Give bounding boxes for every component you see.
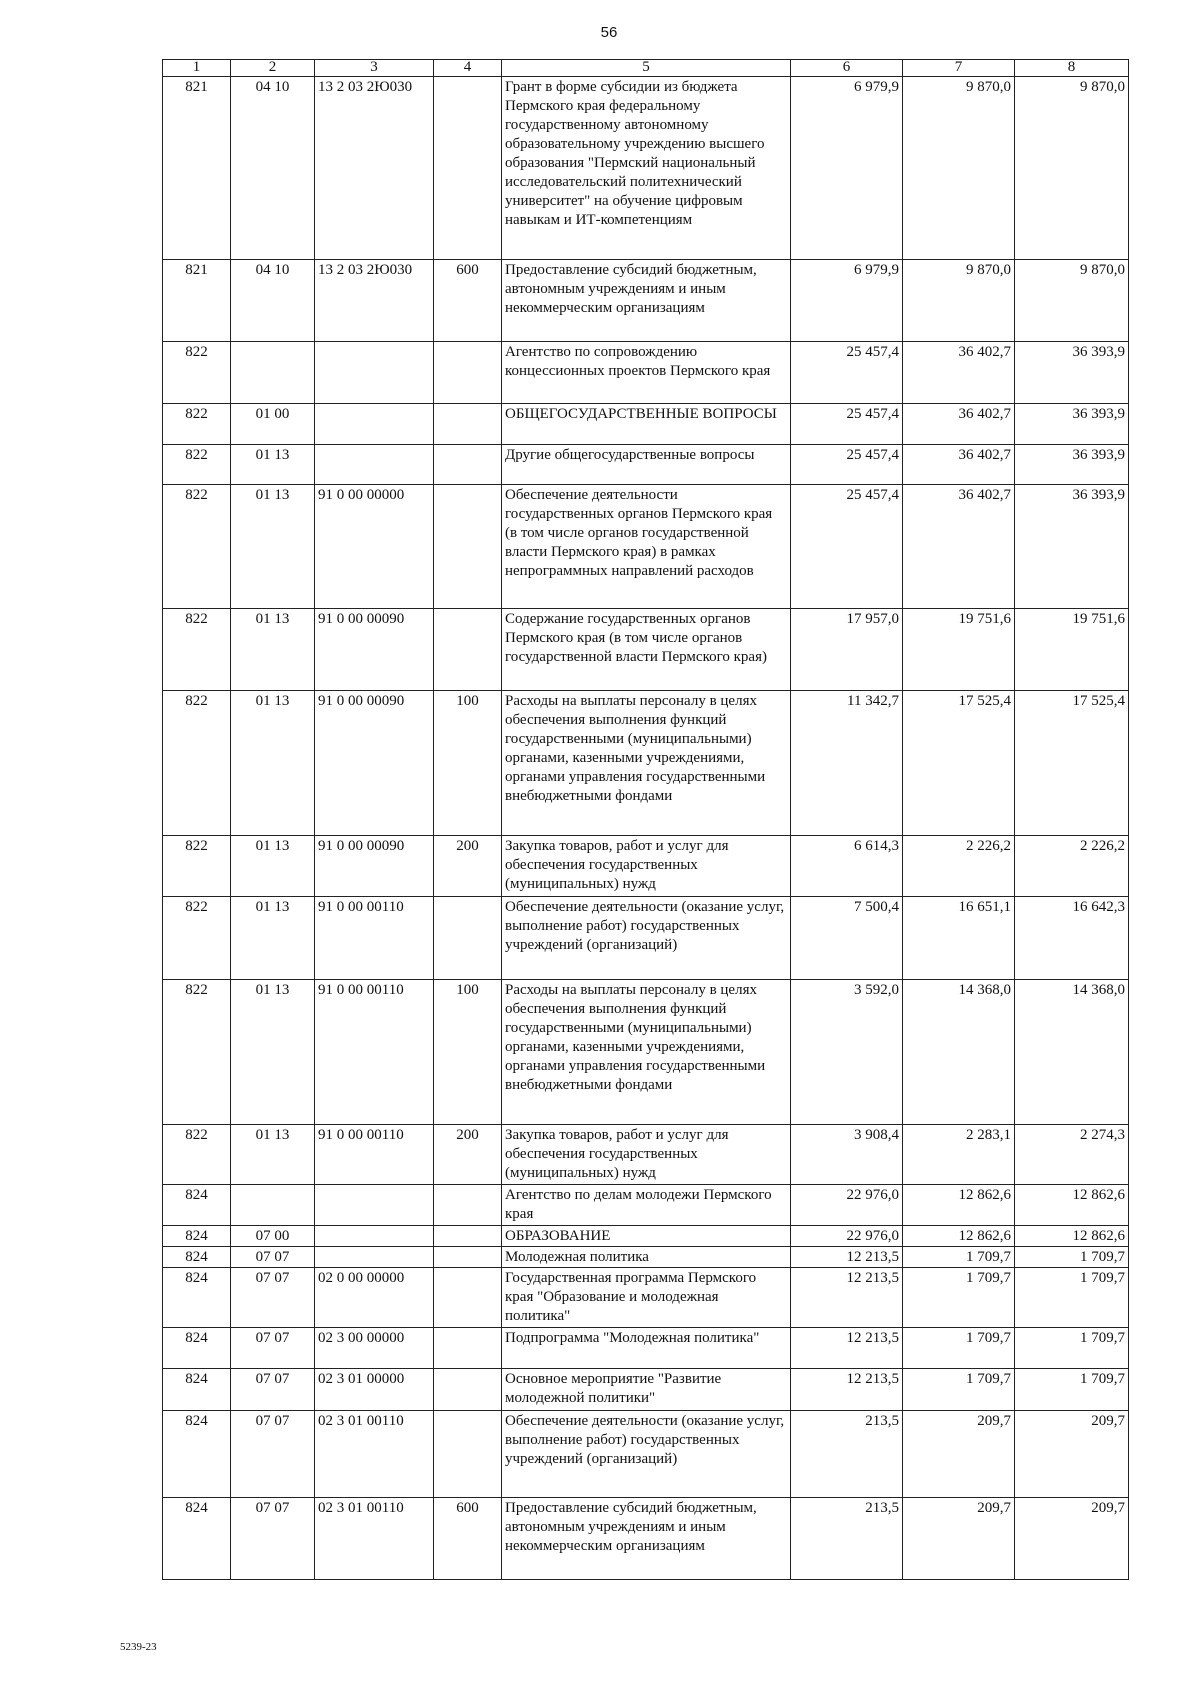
document-code: 5239-23	[120, 1641, 157, 1653]
cell-expense-type	[434, 342, 502, 404]
cell-amount-col6: 22 976,0	[791, 1226, 903, 1247]
cell-expense-type: 600	[434, 1498, 502, 1580]
cell-amount-col6: 25 457,4	[791, 342, 903, 404]
cell-ministry-code: 824	[163, 1185, 231, 1226]
cell-amount-col8: 9 870,0	[1015, 77, 1129, 260]
column-header: 2	[231, 60, 315, 77]
cell-amount-col7: 1 709,7	[903, 1247, 1015, 1268]
cell-description: Грант в форме субсидии из бюджета Пермского края федеральному государственному автономному образовательному учреждению высшего образования "Пермский национальный исследовательский политехнический университет" на обучение цифровым навыкам и ИТ-компетенциям	[502, 77, 791, 260]
cell-section-code: 07 07	[231, 1268, 315, 1328]
column-header: 5	[502, 60, 791, 77]
cell-amount-col6: 25 457,4	[791, 485, 903, 609]
cell-ministry-code: 822	[163, 1125, 231, 1185]
cell-target-code: 13 2 03 2Ю030	[315, 260, 434, 342]
cell-amount-col6: 17 957,0	[791, 609, 903, 691]
cell-ministry-code: 822	[163, 980, 231, 1125]
cell-amount-col7: 17 525,4	[903, 691, 1015, 836]
cell-expense-type	[434, 897, 502, 980]
column-header: 8	[1015, 60, 1129, 77]
cell-description: Подпрограмма "Молодежная политика"	[502, 1328, 791, 1369]
cell-section-code: 07 07	[231, 1247, 315, 1268]
cell-amount-col7: 12 862,6	[903, 1226, 1015, 1247]
cell-description: ОБЩЕГОСУДАРСТВЕННЫЕ ВОПРОСЫ	[502, 404, 791, 445]
cell-description: Агентство по сопровождению концессионных проектов Пермского края	[502, 342, 791, 404]
table-row	[163, 1247, 1129, 1268]
cell-section-code: 01 13	[231, 1125, 315, 1185]
cell-amount-col7: 1 709,7	[903, 1328, 1015, 1369]
cell-expense-type	[434, 485, 502, 609]
cell-ministry-code: 824	[163, 1328, 231, 1369]
cell-ministry-code: 822	[163, 342, 231, 404]
table-row	[163, 1226, 1129, 1247]
cell-amount-col8: 14 368,0	[1015, 980, 1129, 1125]
cell-description: Расходы на выплаты персоналу в целях обеспечения выполнения функций государственными (муниципальными) органами, казенными учреждениями, органами управления государственными внебюджетными фондами	[502, 980, 791, 1125]
cell-amount-col8: 19 751,6	[1015, 609, 1129, 691]
cell-amount-col8: 36 393,9	[1015, 342, 1129, 404]
cell-amount-col8: 9 870,0	[1015, 260, 1129, 342]
page-number: 56	[600, 24, 618, 41]
table-row	[163, 1411, 1129, 1498]
table-row	[163, 609, 1129, 691]
cell-ministry-code: 822	[163, 404, 231, 445]
table-row	[163, 404, 1129, 445]
cell-target-code: 91 0 00 00110	[315, 897, 434, 980]
cell-amount-col7: 1 709,7	[903, 1268, 1015, 1328]
cell-expense-type: 600	[434, 260, 502, 342]
cell-section-code: 07 07	[231, 1411, 315, 1498]
cell-ministry-code: 824	[163, 1226, 231, 1247]
cell-amount-col7: 2 226,2	[903, 836, 1015, 897]
cell-target-code: 13 2 03 2Ю030	[315, 77, 434, 260]
cell-target-code: 91 0 00 00110	[315, 1125, 434, 1185]
cell-amount-col8: 209,7	[1015, 1411, 1129, 1498]
cell-target-code: 91 0 00 00090	[315, 836, 434, 897]
cell-amount-col7: 9 870,0	[903, 77, 1015, 260]
cell-amount-col6: 7 500,4	[791, 897, 903, 980]
cell-amount-col8: 36 393,9	[1015, 404, 1129, 445]
cell-expense-type: 100	[434, 691, 502, 836]
cell-amount-col8: 36 393,9	[1015, 485, 1129, 609]
cell-amount-col8: 1 709,7	[1015, 1247, 1129, 1268]
cell-section-code: 07 07	[231, 1498, 315, 1580]
cell-expense-type	[434, 445, 502, 485]
table-row	[163, 1498, 1129, 1580]
cell-amount-col6: 12 213,5	[791, 1247, 903, 1268]
column-header: 3	[315, 60, 434, 77]
cell-amount-col8: 12 862,6	[1015, 1185, 1129, 1226]
cell-target-code	[315, 404, 434, 445]
cell-target-code	[315, 445, 434, 485]
cell-amount-col6: 213,5	[791, 1411, 903, 1498]
cell-expense-type	[434, 1328, 502, 1369]
cell-amount-col8: 1 709,7	[1015, 1328, 1129, 1369]
cell-expense-type: 200	[434, 836, 502, 897]
cell-description: Агентство по делам молодежи Пермского края	[502, 1185, 791, 1226]
cell-target-code	[315, 1185, 434, 1226]
cell-expense-type	[434, 404, 502, 445]
cell-amount-col6: 25 457,4	[791, 445, 903, 485]
cell-expense-type	[434, 609, 502, 691]
cell-expense-type	[434, 1369, 502, 1411]
cell-amount-col6: 6 614,3	[791, 836, 903, 897]
cell-description: Основное мероприятие "Развитие молодежной политики"	[502, 1369, 791, 1411]
cell-amount-col7: 19 751,6	[903, 609, 1015, 691]
cell-ministry-code: 824	[163, 1411, 231, 1498]
cell-amount-col7: 209,7	[903, 1411, 1015, 1498]
cell-amount-col6: 3 908,4	[791, 1125, 903, 1185]
cell-amount-col7: 36 402,7	[903, 445, 1015, 485]
cell-ministry-code: 822	[163, 445, 231, 485]
cell-target-code: 02 0 00 00000	[315, 1268, 434, 1328]
cell-amount-col8: 1 709,7	[1015, 1268, 1129, 1328]
cell-target-code: 91 0 00 00090	[315, 609, 434, 691]
cell-section-code: 07 07	[231, 1328, 315, 1369]
cell-target-code: 91 0 00 00090	[315, 691, 434, 836]
table-row	[163, 1268, 1129, 1328]
cell-section-code	[231, 1185, 315, 1226]
cell-section-code: 01 13	[231, 485, 315, 609]
budget-table	[162, 59, 1129, 1580]
cell-section-code: 04 10	[231, 77, 315, 260]
cell-amount-col8: 2 226,2	[1015, 836, 1129, 897]
column-header: 7	[903, 60, 1015, 77]
cell-amount-col6: 3 592,0	[791, 980, 903, 1125]
cell-ministry-code: 824	[163, 1498, 231, 1580]
column-header: 1	[163, 60, 231, 77]
cell-amount-col6: 12 213,5	[791, 1369, 903, 1411]
column-header: 6	[791, 60, 903, 77]
cell-ministry-code: 824	[163, 1247, 231, 1268]
cell-section-code: 01 13	[231, 445, 315, 485]
cell-target-code	[315, 342, 434, 404]
cell-target-code: 91 0 00 00110	[315, 980, 434, 1125]
cell-target-code: 02 3 01 00110	[315, 1498, 434, 1580]
table-row	[163, 260, 1129, 342]
cell-description: Другие общегосударственные вопросы	[502, 445, 791, 485]
cell-amount-col6: 12 213,5	[791, 1328, 903, 1369]
table-row	[163, 897, 1129, 980]
cell-amount-col8: 2 274,3	[1015, 1125, 1129, 1185]
cell-target-code	[315, 1247, 434, 1268]
table-row	[163, 342, 1129, 404]
cell-description: Молодежная политика	[502, 1247, 791, 1268]
table-row	[163, 836, 1129, 897]
cell-description: Предоставление субсидий бюджетным, автономным учреждениям и иным некоммерческим организациям	[502, 1498, 791, 1580]
cell-ministry-code: 824	[163, 1268, 231, 1328]
header-row	[163, 60, 1129, 77]
cell-expense-type	[434, 1411, 502, 1498]
cell-amount-col6: 12 213,5	[791, 1268, 903, 1328]
cell-ministry-code: 821	[163, 77, 231, 260]
cell-expense-type	[434, 1247, 502, 1268]
cell-amount-col6: 6 979,9	[791, 77, 903, 260]
cell-section-code: 01 13	[231, 980, 315, 1125]
table-row	[163, 980, 1129, 1125]
cell-section-code: 01 00	[231, 404, 315, 445]
cell-amount-col8: 36 393,9	[1015, 445, 1129, 485]
cell-description: Закупка товаров, работ и услуг для обеспечения государственных (муниципальных) нужд	[502, 836, 791, 897]
cell-ministry-code: 824	[163, 1369, 231, 1411]
cell-amount-col7: 1 709,7	[903, 1369, 1015, 1411]
cell-expense-type	[434, 1185, 502, 1226]
cell-amount-col8: 1 709,7	[1015, 1369, 1129, 1411]
cell-description: Содержание государственных органов Пермского края (в том числе органов государственной власти Пермского края)	[502, 609, 791, 691]
cell-ministry-code: 822	[163, 836, 231, 897]
cell-amount-col7: 9 870,0	[903, 260, 1015, 342]
cell-section-code: 07 00	[231, 1226, 315, 1247]
cell-target-code: 02 3 01 00000	[315, 1369, 434, 1411]
cell-section-code: 01 13	[231, 897, 315, 980]
cell-section-code	[231, 342, 315, 404]
cell-description: ОБРАЗОВАНИЕ	[502, 1226, 791, 1247]
cell-amount-col7: 209,7	[903, 1498, 1015, 1580]
cell-amount-col6: 25 457,4	[791, 404, 903, 445]
table-row	[163, 1185, 1129, 1226]
cell-ministry-code: 821	[163, 260, 231, 342]
cell-expense-type: 100	[434, 980, 502, 1125]
cell-ministry-code: 822	[163, 897, 231, 980]
cell-description: Расходы на выплаты персоналу в целях обеспечения выполнения функций государственными (муниципальными) органами, казенными учреждениями, органами управления государственными внебюджетными фондами	[502, 691, 791, 836]
table-row	[163, 691, 1129, 836]
cell-amount-col7: 2 283,1	[903, 1125, 1015, 1185]
cell-target-code	[315, 1226, 434, 1247]
table-row	[163, 445, 1129, 485]
cell-description: Государственная программа Пермского края "Образование и молодежная политика"	[502, 1268, 791, 1328]
cell-description: Обеспечение деятельности (оказание услуг, выполнение работ) государственных учреждений (организаций)	[502, 1411, 791, 1498]
cell-description: Закупка товаров, работ и услуг для обеспечения государственных (муниципальных) нужд	[502, 1125, 791, 1185]
table-row	[163, 77, 1129, 260]
cell-amount-col7: 36 402,7	[903, 342, 1015, 404]
cell-description: Обеспечение деятельности (оказание услуг, выполнение работ) государственных учреждений (организаций)	[502, 897, 791, 980]
cell-description: Обеспечение деятельности государственных органов Пермского края (в том числе органов государственной власти Пермского края) в рамках непрограммных направлений расходов	[502, 485, 791, 609]
cell-ministry-code: 822	[163, 485, 231, 609]
cell-amount-col7: 36 402,7	[903, 404, 1015, 445]
cell-ministry-code: 822	[163, 609, 231, 691]
cell-amount-col6: 11 342,7	[791, 691, 903, 836]
cell-amount-col8: 12 862,6	[1015, 1226, 1129, 1247]
table-row	[163, 1125, 1129, 1185]
cell-section-code: 04 10	[231, 260, 315, 342]
column-header: 4	[434, 60, 502, 77]
cell-section-code: 01 13	[231, 609, 315, 691]
cell-section-code: 01 13	[231, 691, 315, 836]
cell-amount-col7: 36 402,7	[903, 485, 1015, 609]
cell-amount-col8: 17 525,4	[1015, 691, 1129, 836]
cell-section-code: 01 13	[231, 836, 315, 897]
cell-amount-col6: 213,5	[791, 1498, 903, 1580]
table-row	[163, 485, 1129, 609]
cell-amount-col6: 22 976,0	[791, 1185, 903, 1226]
cell-amount-col6: 6 979,9	[791, 260, 903, 342]
table-row	[163, 1369, 1129, 1411]
cell-amount-col8: 209,7	[1015, 1498, 1129, 1580]
cell-expense-type: 200	[434, 1125, 502, 1185]
cell-section-code: 07 07	[231, 1369, 315, 1411]
cell-amount-col7: 14 368,0	[903, 980, 1015, 1125]
cell-expense-type	[434, 77, 502, 260]
cell-ministry-code: 822	[163, 691, 231, 836]
table-row	[163, 1328, 1129, 1369]
cell-target-code: 02 3 01 00110	[315, 1411, 434, 1498]
cell-target-code: 02 3 00 00000	[315, 1328, 434, 1369]
cell-expense-type	[434, 1226, 502, 1247]
cell-amount-col7: 16 651,1	[903, 897, 1015, 980]
cell-target-code: 91 0 00 00000	[315, 485, 434, 609]
cell-amount-col7: 12 862,6	[903, 1185, 1015, 1226]
cell-description: Предоставление субсидий бюджетным, автономным учреждениям и иным некоммерческим организациям	[502, 260, 791, 342]
cell-amount-col8: 16 642,3	[1015, 897, 1129, 980]
cell-expense-type	[434, 1268, 502, 1328]
